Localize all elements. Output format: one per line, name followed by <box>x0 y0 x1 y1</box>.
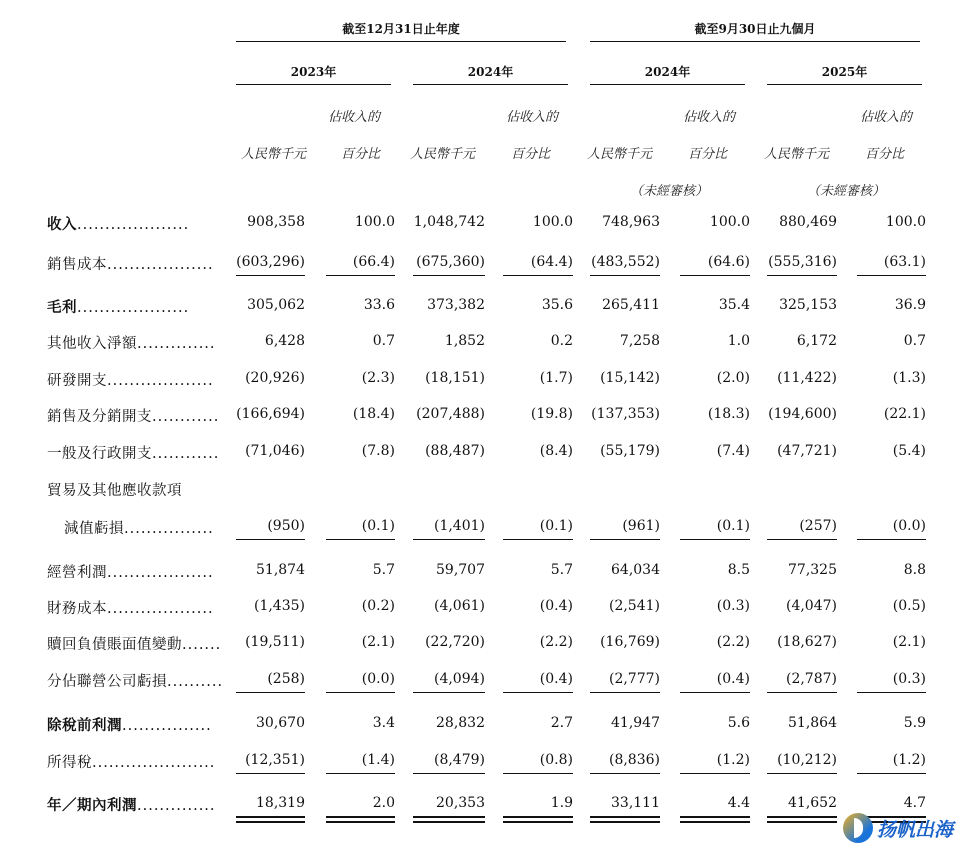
amount-cell: (18,151) <box>425 370 485 386</box>
amount-cell: 51,874 <box>256 562 305 578</box>
percentage-cell: 35.6 <box>541 297 573 313</box>
percentage-cell: (64.6) <box>707 254 750 270</box>
amount-cell: 77,325 <box>788 562 837 578</box>
row-label <box>47 479 182 500</box>
amount-cell: 325,153 <box>779 297 837 313</box>
percentage-cell: (2.0) <box>716 370 750 386</box>
amount-cell: (4,047) <box>785 598 837 614</box>
amount-cell: (8,836) <box>608 752 660 768</box>
leader-dots: ................ <box>124 521 214 537</box>
percentage-cell: (0.0) <box>892 518 926 534</box>
subtotal-rule <box>590 539 660 540</box>
year-header: 2024年 <box>467 65 514 79</box>
amount-cell: 6,428 <box>264 333 305 349</box>
percentage-cell: 5.7 <box>550 562 573 578</box>
subtotal-rule <box>590 773 660 774</box>
row-label-text: 收入 <box>47 216 77 233</box>
row-label <box>47 213 189 234</box>
pct-header-line1: 佔收入的 <box>859 110 912 125</box>
pct-header-line1: 佔收入的 <box>327 110 380 125</box>
total-double-rule <box>236 821 305 823</box>
percentage-cell: 1.9 <box>550 795 573 811</box>
amount-cell: 6,172 <box>796 333 837 349</box>
total-double-rule <box>767 821 837 823</box>
percentage-cell: (66.4) <box>352 254 395 270</box>
row-label <box>47 633 221 654</box>
percentage-cell: (0.5) <box>892 598 926 614</box>
leader-dots: .................... <box>77 300 190 316</box>
watermark-logo <box>843 813 953 843</box>
percentage-cell: (2.3) <box>361 370 395 386</box>
amount-cell: (961) <box>622 518 660 534</box>
year-header-rule <box>767 84 922 85</box>
amount-cell: (11,422) <box>777 370 837 386</box>
percentage-cell: (7.8) <box>361 443 395 459</box>
amount-unit-header: 人民幣千元 <box>409 147 475 162</box>
amount-cell: (18,627) <box>777 634 837 650</box>
amount-cell: (258) <box>267 671 305 687</box>
leader-dots: ....... <box>182 637 222 653</box>
leader-dots: ...................... <box>92 755 216 771</box>
percentage-cell: (0.2) <box>361 598 395 614</box>
row-label-text: 貿易及其他應收款項 <box>47 483 182 499</box>
amount-cell: (55,179) <box>600 443 660 459</box>
amount-cell: 1,048,742 <box>413 214 485 230</box>
percentage-cell: (1.7) <box>539 370 573 386</box>
leader-dots: .................... <box>77 217 190 233</box>
subtotal-rule <box>236 275 305 276</box>
leader-dots: ................... <box>107 601 214 617</box>
row-label <box>47 597 214 618</box>
amount-cell: 30,670 <box>256 715 305 731</box>
percentage-cell: 0.7 <box>372 333 395 349</box>
total-double-rule <box>590 816 660 818</box>
leader-dots: ................... <box>107 565 214 581</box>
row-label <box>64 517 214 538</box>
percentage-cell: (2.1) <box>892 634 926 650</box>
amount-cell: (2,787) <box>785 671 837 687</box>
subtotal-rule <box>857 773 926 774</box>
sail-logo-icon <box>843 813 873 843</box>
subtotal-rule <box>236 692 305 693</box>
amount-cell: (15,142) <box>600 370 660 386</box>
amount-cell: (4,094) <box>433 671 485 687</box>
pct-header-line2: 百分比 <box>510 147 550 162</box>
percentage-cell: 1.0 <box>727 333 750 349</box>
leader-dots: .............. <box>137 798 216 814</box>
percentage-cell: (1.3) <box>892 370 926 386</box>
percentage-cell: 5.6 <box>727 715 750 731</box>
amount-cell: (207,488) <box>416 406 485 422</box>
subtotal-rule <box>326 773 395 774</box>
percentage-cell: 0.2 <box>550 333 573 349</box>
percentage-cell: 33.6 <box>363 297 395 313</box>
amount-cell: 748,963 <box>602 214 660 230</box>
percentage-cell: 100.0 <box>354 214 395 230</box>
period-header-year: 截至12月31日止年度 <box>342 22 460 36</box>
total-double-rule <box>503 816 573 818</box>
leader-dots: ............ <box>152 446 220 462</box>
row-label <box>47 794 216 815</box>
amount-cell: (166,694) <box>236 406 305 422</box>
percentage-cell: 8.8 <box>903 562 926 578</box>
row-label-text: 銷售成本 <box>47 257 107 273</box>
percentage-cell: 5.9 <box>903 715 926 731</box>
amount-cell: (1,401) <box>433 518 485 534</box>
row-label <box>47 369 214 390</box>
amount-unit-header: 人民幣千元 <box>240 147 306 162</box>
percentage-cell: 2.7 <box>550 715 573 731</box>
row-label-text: 分佔聯營公司虧損 <box>47 674 167 690</box>
subtotal-rule <box>857 275 926 276</box>
period-header-rule <box>590 41 920 42</box>
percentage-cell: 4.4 <box>727 795 750 811</box>
percentage-cell: (0.4) <box>539 598 573 614</box>
pct-header-line2: 百分比 <box>340 147 380 162</box>
amount-cell: (2,777) <box>608 671 660 687</box>
subtotal-rule <box>326 275 395 276</box>
subtotal-rule <box>767 275 837 276</box>
leader-dots: ................... <box>107 373 214 389</box>
leader-dots: ................... <box>107 257 214 273</box>
percentage-cell: (0.1) <box>361 518 395 534</box>
leader-dots: .......... <box>167 674 224 690</box>
subtotal-rule <box>503 275 573 276</box>
amount-cell: (483,552) <box>591 254 660 270</box>
row-label-text: 財務成本 <box>47 601 107 617</box>
subtotal-rule <box>680 692 750 693</box>
amount-cell: 908,358 <box>247 214 305 230</box>
amount-cell: (4,061) <box>433 598 485 614</box>
percentage-cell: 0.7 <box>903 333 926 349</box>
amount-cell: 59,707 <box>436 562 485 578</box>
amount-cell: (16,769) <box>600 634 660 650</box>
percentage-cell: (2.2) <box>716 634 750 650</box>
period-header-rule <box>236 41 566 42</box>
amount-cell: 7,258 <box>619 333 660 349</box>
total-double-rule <box>503 821 573 823</box>
subtotal-rule <box>236 539 305 540</box>
amount-cell: (2,541) <box>608 598 660 614</box>
amount-cell: (257) <box>799 518 837 534</box>
amount-cell: 880,469 <box>779 214 837 230</box>
amount-cell: (19,511) <box>245 634 305 650</box>
subtotal-rule <box>503 773 573 774</box>
amount-cell: 64,034 <box>611 562 660 578</box>
total-double-rule <box>326 821 395 823</box>
percentage-cell: (1.2) <box>716 752 750 768</box>
percentage-cell: 100.0 <box>709 214 750 230</box>
percentage-cell: (64.4) <box>530 254 573 270</box>
row-label <box>47 296 189 317</box>
subtotal-rule <box>326 539 395 540</box>
leader-dots: ............ <box>152 409 220 425</box>
amount-cell: 305,062 <box>247 297 305 313</box>
amount-cell: 18,319 <box>256 795 305 811</box>
percentage-cell: 100.0 <box>885 214 926 230</box>
row-label-text: 贖回負債賬面值變動 <box>47 637 182 653</box>
total-double-rule <box>680 821 750 823</box>
percentage-cell: (0.4) <box>716 671 750 687</box>
row-label-text: 經營利潤 <box>47 565 107 581</box>
row-label <box>47 561 214 582</box>
amount-cell: (22,720) <box>425 634 485 650</box>
row-label <box>47 442 219 463</box>
amount-cell: (47,721) <box>777 443 837 459</box>
amount-cell: 51,864 <box>788 715 837 731</box>
percentage-cell: (0.3) <box>716 598 750 614</box>
subtotal-rule <box>767 539 837 540</box>
row-label <box>47 714 212 735</box>
subtotal-rule <box>413 539 485 540</box>
amount-cell: (12,351) <box>245 752 305 768</box>
amount-cell: (1,435) <box>253 598 305 614</box>
percentage-cell: 2.0 <box>372 795 395 811</box>
total-double-rule <box>680 816 750 818</box>
amount-cell: 41,947 <box>611 715 660 731</box>
subtotal-rule <box>236 773 305 774</box>
subtotal-rule <box>680 275 750 276</box>
unaudited-note: （未經審核） <box>629 184 708 199</box>
amount-cell: 20,353 <box>436 795 485 811</box>
pct-header-line2: 百分比 <box>687 147 727 162</box>
row-label-text: 其他收入淨額 <box>47 336 137 352</box>
subtotal-rule <box>503 539 573 540</box>
percentage-cell: (2.2) <box>539 634 573 650</box>
row-label-text: 銷售及分銷開支 <box>47 409 152 425</box>
total-double-rule <box>236 816 305 818</box>
subtotal-rule <box>767 692 837 693</box>
amount-cell: (88,487) <box>425 443 485 459</box>
amount-cell: 33,111 <box>611 795 660 811</box>
pct-header-line1: 佔收入的 <box>682 110 735 125</box>
row-label <box>47 332 216 353</box>
subtotal-rule <box>857 692 926 693</box>
row-label <box>47 253 214 274</box>
amount-cell: (555,316) <box>768 254 837 270</box>
amount-cell: (950) <box>267 518 305 534</box>
unaudited-note: （未經審核） <box>806 184 885 199</box>
watermark-text: 扬帆出海 <box>877 818 954 841</box>
percentage-cell: (0.1) <box>716 518 750 534</box>
subtotal-rule <box>857 539 926 540</box>
percentage-cell: (22.1) <box>883 406 926 422</box>
percentage-cell: 8.5 <box>727 562 750 578</box>
percentage-cell: 100.0 <box>532 214 573 230</box>
total-double-rule <box>326 816 395 818</box>
percentage-cell: 5.7 <box>372 562 395 578</box>
row-label <box>47 670 223 691</box>
percentage-cell: (8.4) <box>539 443 573 459</box>
percentage-cell: (5.4) <box>892 443 926 459</box>
year-header: 2024年 <box>644 65 691 79</box>
subtotal-rule <box>413 692 485 693</box>
amount-unit-header: 人民幣千元 <box>763 147 829 162</box>
subtotal-rule <box>590 692 660 693</box>
percentage-cell: (0.0) <box>361 671 395 687</box>
row-label-text: 一般及行政開支 <box>47 446 152 462</box>
subtotal-rule <box>680 773 750 774</box>
percentage-cell: 35.4 <box>718 297 750 313</box>
percentage-cell: 3.4 <box>372 715 395 731</box>
total-double-rule <box>413 816 485 818</box>
row-label-text: 所得稅 <box>47 755 92 771</box>
amount-cell: 265,411 <box>602 297 660 313</box>
row-label-text: 年／期內利潤 <box>47 797 137 814</box>
subtotal-rule <box>413 275 485 276</box>
percentage-cell: 4.7 <box>903 795 926 811</box>
amount-cell: (71,046) <box>245 443 305 459</box>
subtotal-rule <box>503 692 573 693</box>
percentage-cell: (0.1) <box>539 518 573 534</box>
subtotal-rule <box>413 773 485 774</box>
amount-cell: (20,926) <box>245 370 305 386</box>
total-double-rule <box>767 816 837 818</box>
amount-cell: 373,382 <box>427 297 485 313</box>
row-label <box>47 405 219 426</box>
subtotal-rule <box>590 275 660 276</box>
pct-header-line2: 百分比 <box>864 147 904 162</box>
percentage-cell: (1.2) <box>892 752 926 768</box>
leader-dots: .............. <box>137 336 216 352</box>
amount-cell: (675,360) <box>416 254 485 270</box>
period-header-nine-months: 截至9月30日止九個月 <box>694 22 816 36</box>
percentage-cell: (63.1) <box>883 254 926 270</box>
percentage-cell: (7.4) <box>716 443 750 459</box>
amount-cell: (194,600) <box>768 406 837 422</box>
amount-cell: 28,832 <box>436 715 485 731</box>
percentage-cell: (19.8) <box>530 406 573 422</box>
amount-cell: (137,353) <box>591 406 660 422</box>
subtotal-rule <box>680 539 750 540</box>
row-label-text: 除稅前利潤 <box>47 717 122 734</box>
percentage-cell: (1.4) <box>361 752 395 768</box>
year-header-rule <box>413 84 568 85</box>
year-header-rule <box>236 84 391 85</box>
amount-unit-header: 人民幣千元 <box>586 147 652 162</box>
percentage-cell: (0.4) <box>539 671 573 687</box>
percentage-cell: 36.9 <box>894 297 926 313</box>
row-label <box>47 751 215 772</box>
percentage-cell: (0.3) <box>892 671 926 687</box>
year-header: 2023年 <box>290 65 337 79</box>
row-label-text: 研發開支 <box>47 373 107 389</box>
leader-dots: ................ <box>122 718 212 734</box>
pct-header-line1: 佔收入的 <box>505 110 558 125</box>
amount-cell: (10,212) <box>777 752 837 768</box>
row-label-text: 毛利 <box>47 299 77 316</box>
amount-cell: 41,652 <box>788 795 837 811</box>
amount-cell: (603,296) <box>236 254 305 270</box>
row-label-text: 減值虧損 <box>64 521 124 537</box>
subtotal-rule <box>326 692 395 693</box>
subtotal-rule <box>767 773 837 774</box>
amount-cell: (8,479) <box>433 752 485 768</box>
amount-cell: 1,852 <box>444 333 485 349</box>
year-header: 2025年 <box>821 65 868 79</box>
total-double-rule <box>590 821 660 823</box>
percentage-cell: (0.8) <box>539 752 573 768</box>
year-header-rule <box>590 84 745 85</box>
total-double-rule <box>413 821 485 823</box>
percentage-cell: (18.4) <box>352 406 395 422</box>
percentage-cell: (18.3) <box>707 406 750 422</box>
percentage-cell: (2.1) <box>361 634 395 650</box>
